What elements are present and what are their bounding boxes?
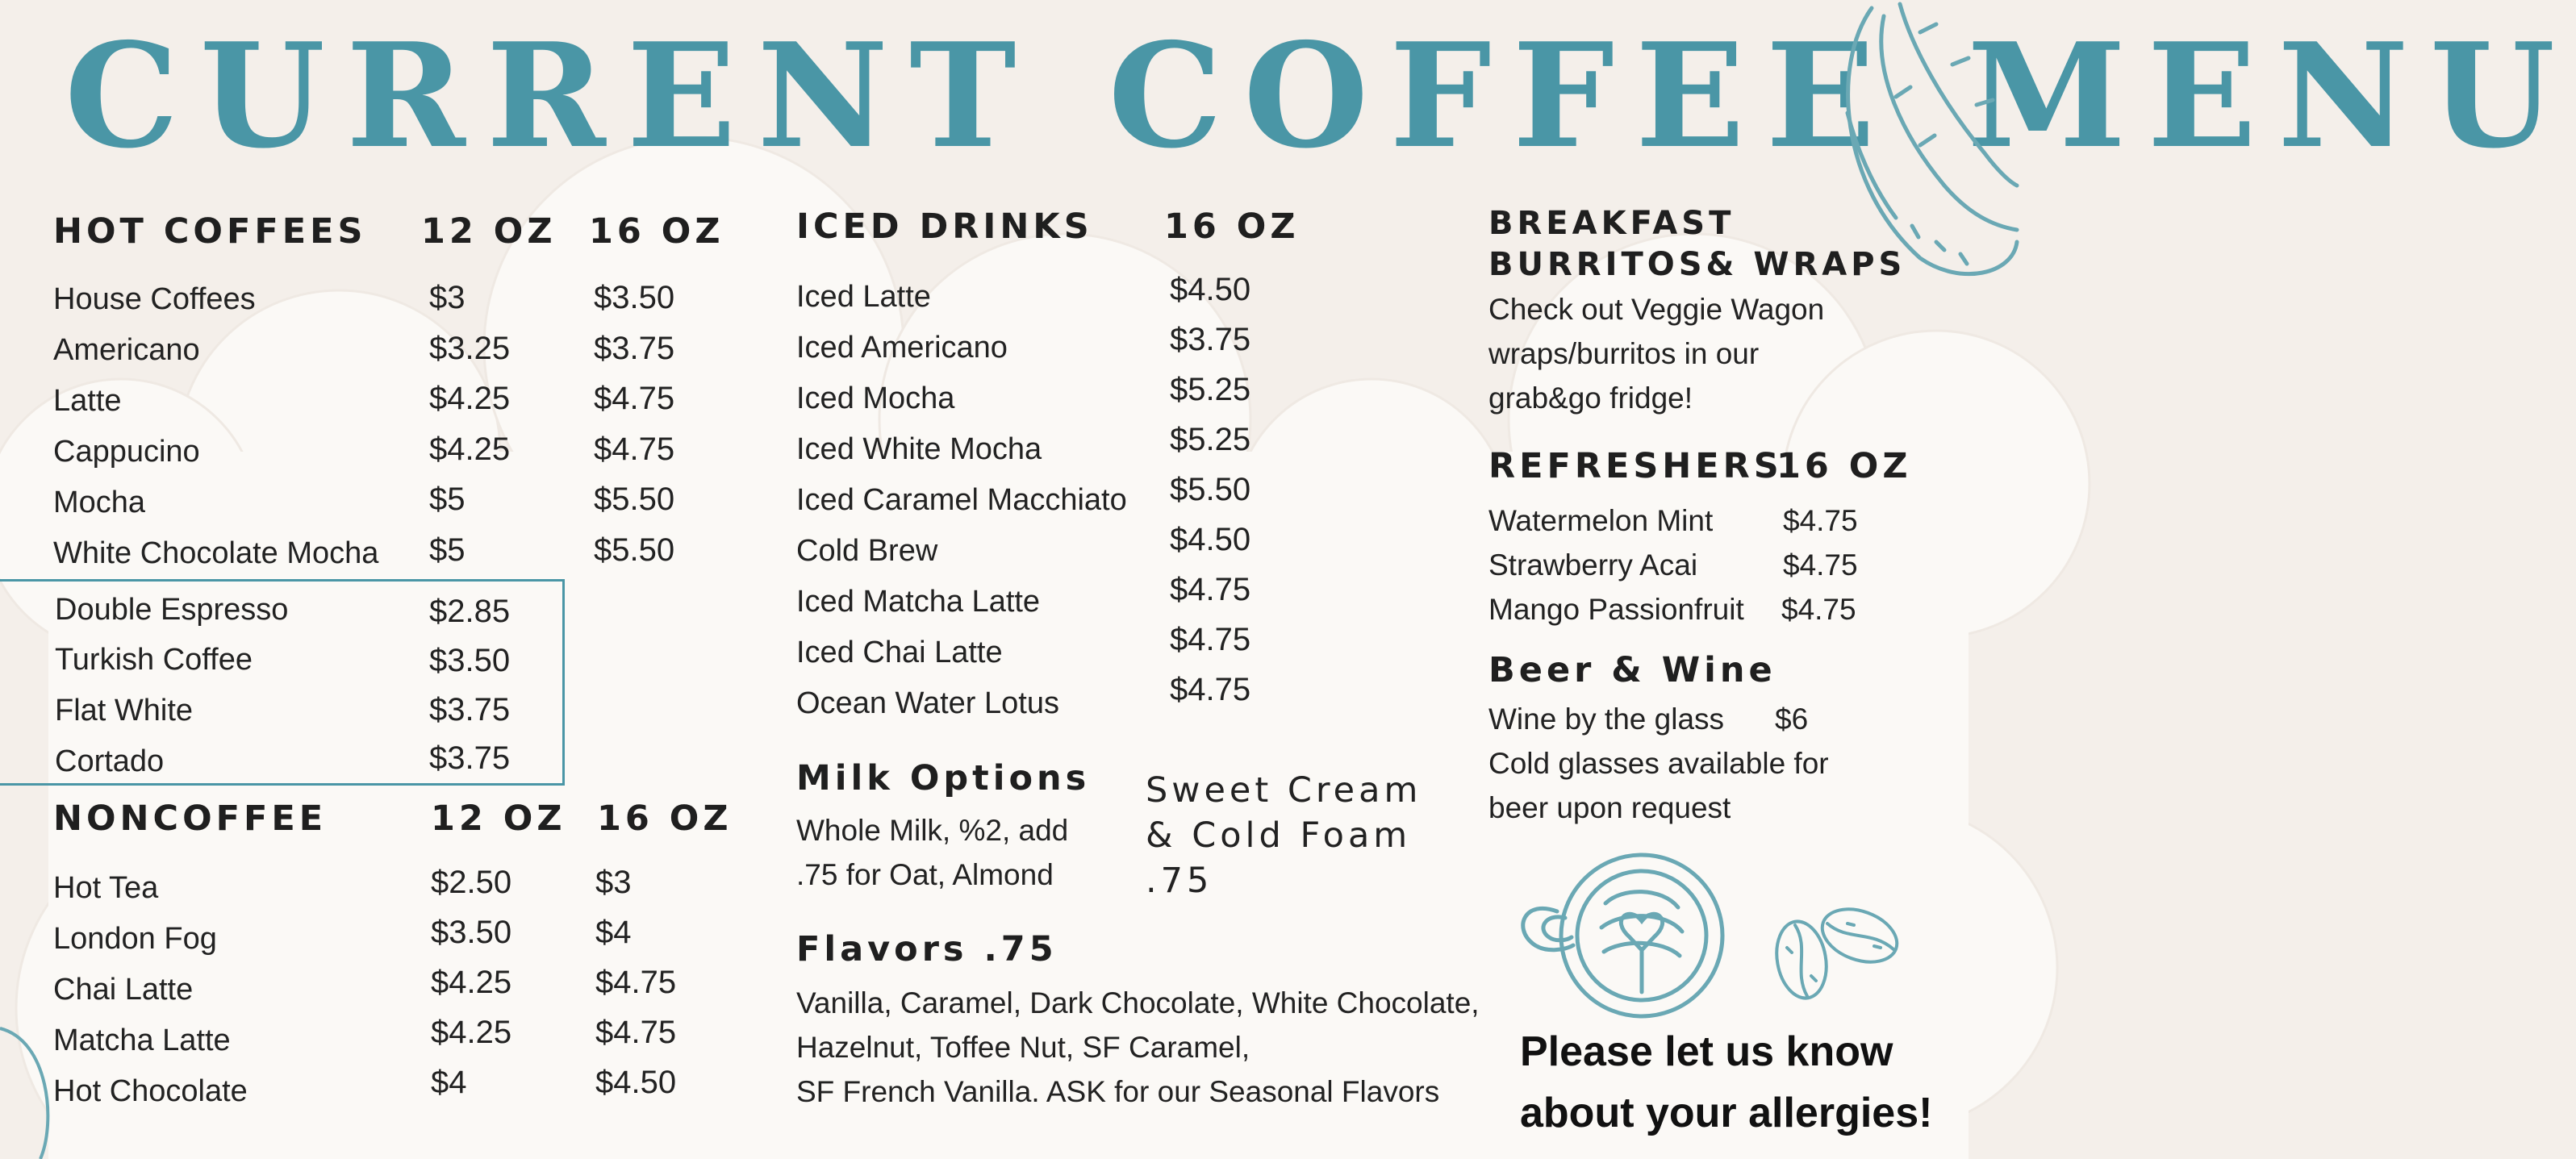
breakfast-line: grab&go fridge! — [1488, 381, 1693, 415]
menu-item-price: $5.50 — [1170, 472, 1251, 507]
menu-item-name: Iced Chai Latte — [796, 636, 1003, 669]
refreshers-heading: REFRESHERS — [1488, 446, 1783, 486]
menu-item-price: $5.25 — [1170, 422, 1251, 457]
menu-item-name: Iced Caramel Macchiato — [796, 483, 1127, 517]
menu-item-name: Flat White — [55, 694, 194, 728]
menu-item-price-16oz: $3.75 — [594, 331, 675, 366]
menu-item-name: Iced Latte — [796, 280, 931, 314]
menu-item-name: Ocean Water Lotus — [796, 686, 1059, 720]
flavors-heading: Flavors .75 — [796, 929, 1058, 969]
sweet-cream-line: & Cold Foam — [1146, 815, 1412, 856]
menu-item-price: $4.50 — [1170, 522, 1251, 557]
beer-note-line: beer upon request — [1488, 791, 1731, 824]
menu-item-price-16oz: $4.75 — [594, 431, 675, 467]
milk-options-heading: Milk Options — [796, 758, 1091, 798]
menu-item-price: $4.75 — [1170, 622, 1251, 657]
sweet-cream-price: .75 — [1146, 861, 1213, 901]
menu-item-name: Cold Brew — [796, 534, 938, 568]
iced-drinks-16oz-header: 16 OZ — [1164, 206, 1300, 247]
menu-item-name: Mocha — [53, 486, 146, 519]
menu-item-name: Iced Mocha — [796, 381, 955, 415]
menu-item-price: $3.75 — [1170, 322, 1251, 357]
noncoffee-heading: NONCOFFEE — [53, 798, 328, 839]
menu-item-name: Latte — [53, 384, 122, 418]
menu-item-price-16oz: $4.75 — [595, 965, 677, 1000]
menu-item-price-12oz: $3 — [429, 280, 466, 315]
wine-price: $6 — [1775, 702, 1809, 736]
menu-item-price: $4.75 — [1170, 672, 1251, 707]
allergy-note-line: about your allergies! — [1520, 1090, 1933, 1136]
iced-drinks-heading: ICED DRINKS — [796, 206, 1093, 247]
menu-item-price: $4.75 — [1783, 548, 1858, 582]
menu-item-name: Iced Americano — [796, 331, 1008, 365]
menu-item-price-12oz: $4 — [431, 1065, 467, 1100]
menu-item-price-16oz: $4.75 — [594, 381, 675, 416]
allergy-note-line: Please let us know — [1520, 1028, 1893, 1075]
menu-item-name: Cortado — [55, 744, 165, 778]
menu-item-name: Hot Chocolate — [53, 1074, 248, 1108]
menu-item-name: Chai Latte — [53, 973, 194, 1007]
milk-options-line: Whole Milk, %2, add — [796, 814, 1069, 847]
menu-item-price: $2.85 — [429, 594, 511, 629]
breakfast-line: Check out Veggie Wagon — [1488, 293, 1825, 326]
menu-item-price-12oz: $2.50 — [431, 865, 512, 900]
hot-coffees-16oz-header: 16 OZ — [589, 211, 724, 252]
refreshers-16oz-header: 16 OZ — [1776, 446, 1912, 486]
menu-item-price-12oz: $5 — [429, 482, 466, 517]
menu-item-price: $3.50 — [429, 643, 511, 678]
menu-item-name: Mango Passionfruit — [1488, 593, 1744, 626]
menu-item-price: $4.50 — [1170, 272, 1251, 307]
menu-item-price-16oz: $4 — [595, 915, 632, 950]
menu-item-price-16oz: $5.50 — [594, 532, 675, 568]
menu-item-name: Matcha Latte — [53, 1024, 231, 1057]
menu-item-price: $3.75 — [429, 692, 511, 728]
beer-wine-heading: Beer & Wine — [1488, 650, 1776, 690]
coffee-bean-icon — [1823, 0, 2017, 282]
menu-item-name: Cappucino — [53, 435, 200, 469]
noncoffee-12oz-header: 12 OZ — [431, 798, 566, 839]
flavors-line: SF French Vanilla. ASK for our Seasonal Flavors — [796, 1075, 1440, 1108]
flavors-line: Hazelnut, Toffee Nut, SF Caramel, — [796, 1031, 1250, 1064]
menu-item-price-16oz: $3.50 — [594, 280, 675, 315]
latte-cup-icon — [1509, 855, 1726, 1024]
decorative-arc — [0, 1024, 56, 1159]
menu-item-name: Iced Matcha Latte — [796, 585, 1041, 619]
menu-item-price-16oz: $4.50 — [595, 1065, 677, 1100]
hot-coffees-12oz-header: 12 OZ — [421, 211, 557, 252]
breakfast-line: wraps/burritos in our — [1488, 337, 1760, 370]
menu-item-price-16oz: $4.75 — [595, 1015, 677, 1050]
menu-item-price: $3.75 — [429, 740, 511, 776]
sweet-cream-line: Sweet Cream — [1146, 770, 1422, 811]
menu-item-price-16oz: $5.50 — [594, 482, 675, 517]
menu-item-name: Double Espresso — [55, 593, 289, 627]
menu-item-price-12oz: $4.25 — [429, 381, 511, 416]
menu-item-name: Americano — [53, 333, 200, 367]
menu-item-price: $4.75 — [1170, 572, 1251, 607]
menu-item-name: Iced White Mocha — [796, 432, 1042, 466]
menu-item-name: White Chocolate Mocha — [53, 536, 379, 570]
menu-item-price-12oz: $4.25 — [429, 431, 511, 467]
menu-item-price: $5.25 — [1170, 372, 1251, 407]
menu-title: CURRENT COFFEE MENU — [65, 11, 2576, 180]
menu-item-price-12oz: $4.25 — [431, 965, 512, 1000]
menu-item-price-12oz: $5 — [429, 532, 466, 568]
menu-item-price: $4.75 — [1781, 593, 1856, 626]
flavors-line: Vanilla, Caramel, Dark Chocolate, White Chocolate, — [796, 986, 1480, 1019]
menu-item-price-12oz: $4.25 — [431, 1015, 512, 1050]
menu-item-price-12oz: $3.25 — [429, 331, 511, 366]
menu-item-price-12oz: $3.50 — [431, 915, 512, 950]
beer-note-line: Cold glasses available for — [1488, 747, 1829, 780]
coffee-beans-icon — [1771, 899, 1900, 1012]
noncoffee-16oz-header: 16 OZ — [597, 798, 733, 839]
menu-item-name: Strawberry Acai — [1488, 548, 1698, 582]
milk-options-line: .75 for Oat, Almond — [796, 858, 1054, 891]
menu-item-name: House Coffees — [53, 282, 256, 316]
hot-coffees-heading: HOT COFFEES — [53, 211, 367, 252]
menu-item-name: London Fog — [53, 922, 217, 956]
menu-item-price: $4.75 — [1783, 504, 1858, 537]
menu-item-price-16oz: $3 — [595, 865, 632, 900]
menu-item-name: Hot Tea — [53, 871, 159, 905]
menu-item-name: Turkish Coffee — [55, 643, 253, 677]
breakfast-heading: BREAKFAST — [1488, 205, 1735, 242]
wine-label: Wine by the glass — [1488, 702, 1725, 736]
breakfast-heading: BURRITOS& WRAPS — [1488, 246, 1906, 283]
menu-item-name: Watermelon Mint — [1488, 504, 1714, 537]
